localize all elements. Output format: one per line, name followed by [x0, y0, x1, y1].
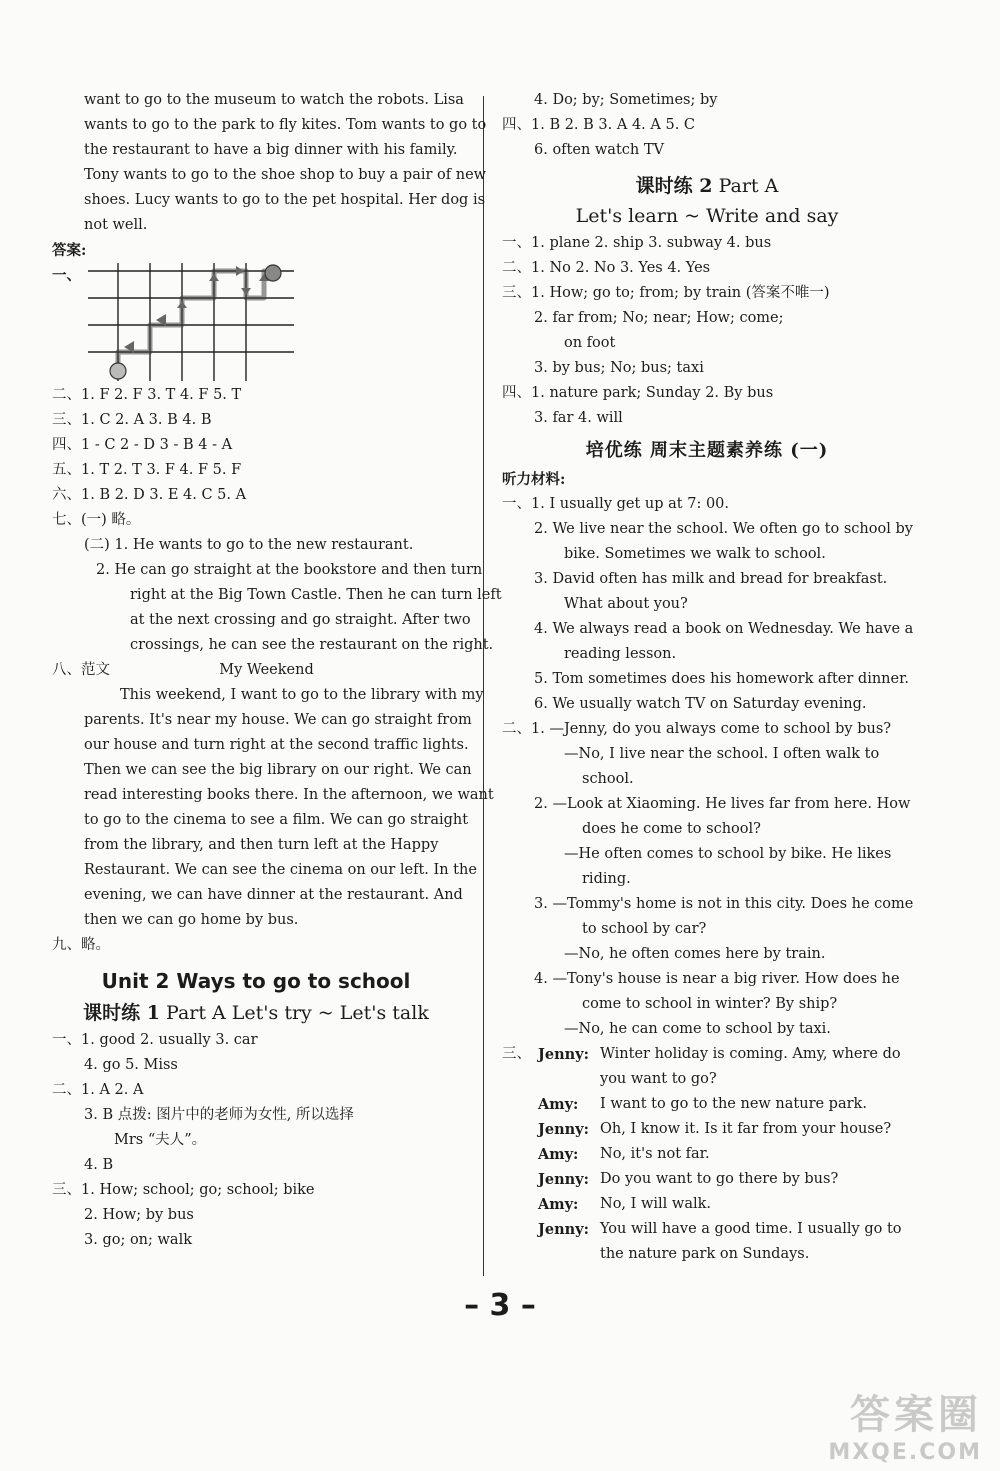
maze-grid-diagram — [88, 263, 348, 383]
dialog-row — [502, 1142, 912, 1167]
essay-line: Restaurant. We can see the cinema on our left. In the — [84, 862, 477, 878]
page-number: – 3 – — [464, 1288, 536, 1323]
answer-line: 二、1. F 2. F 3. T 4. F 5. T — [52, 387, 242, 403]
answer-line: 6. often watch TV — [534, 142, 664, 158]
passage-line: want to go to the museum to watch the robots. Lisa — [84, 92, 464, 108]
answer-line: crossings, he can see the restaurant on the right. — [130, 637, 494, 653]
watermark-top: 答案圈 — [850, 1392, 982, 1438]
dialog — [502, 1042, 912, 1267]
answer-line: 六、1. B 2. D 3. E 4. C 5. A — [52, 487, 247, 503]
dialog-row — [502, 1117, 912, 1142]
speaker: Amy: — [538, 1146, 579, 1163]
listening-line: 2. We live near the school. We often go to school by — [534, 521, 913, 537]
answer-line: 3. far 4. will — [534, 410, 623, 426]
answer-line: on foot — [564, 335, 616, 351]
listening-line: reading lesson. — [564, 646, 677, 662]
answer-line: 四、1 - C 2 - D 3 - B 4 - A — [52, 437, 233, 453]
listening-line: —He often comes to school by bike. He likes — [564, 846, 892, 862]
answer-line: Mrs “夫人”。 — [114, 1132, 207, 1148]
passage-line: not well. — [84, 217, 148, 233]
listening-line: come to school in winter? By ship? — [582, 996, 838, 1012]
listening-line: bike. Sometimes we walk to school. — [564, 546, 826, 562]
answer-line: 四、1. B 2. B 3. A 4. A 5. C — [502, 117, 696, 133]
lesson-heading — [502, 171, 912, 201]
essay-line: This weekend, I want to go to the library with my — [120, 687, 484, 703]
watermark-logo — [828, 1383, 982, 1465]
utterance: You will have a good time. I usually go to the nature park on Sundays. — [600, 1221, 902, 1262]
answer-line: 2. How; by bus — [84, 1207, 194, 1223]
answer-line: 3. by bus; No; bus; taxi — [534, 360, 704, 376]
answer-line: 一、1. good 2. usually 3. car — [52, 1032, 258, 1048]
answer-line: 3. go; on; walk — [84, 1232, 192, 1248]
essay-label: 八、范文 — [52, 662, 110, 678]
lesson-name: 课时练 1 — [83, 1002, 160, 1024]
essay-line: to go to the cinema to see a film. We can go straight — [84, 812, 469, 828]
listening-line: 5. Tom sometimes does his homework after dinner. — [534, 671, 910, 687]
essay-body — [52, 683, 494, 933]
answer-line: 九、略。 — [52, 937, 110, 953]
utterance: Oh, I know it. Is it far from your house? — [600, 1121, 892, 1137]
answer-line: 3. B 点拨: 图片中的老师为女性, 所以选择 — [84, 1107, 354, 1123]
answer-line: 四、1. nature park; Sunday 2. By bus — [502, 385, 774, 401]
answer-line: 三、1. How; go to; from; by train (答案不唯一) — [502, 285, 830, 301]
maze-answer — [52, 263, 460, 383]
speaker: Amy: — [538, 1096, 579, 1113]
speaker: Jenny: — [538, 1121, 589, 1138]
answer-line: 2. He can go straight at the bookstore and then turn — [96, 562, 483, 578]
utterance: No, I will walk. — [600, 1196, 711, 1212]
answer-line: 4. B — [84, 1157, 114, 1173]
speaker: Jenny: — [538, 1046, 589, 1063]
utterance: No, it's not far. — [600, 1146, 710, 1162]
listening-material — [502, 492, 912, 1042]
answer-line: 三、1. How; school; go; school; bike — [52, 1182, 315, 1198]
listening-line: 4. We always read a book on Wednesday. We have a — [534, 621, 914, 637]
essay-line: from the library, and then turn left at the Happy — [84, 837, 439, 853]
listening-line: 3. David often has milk and bread for breakfast. — [534, 571, 888, 587]
essay-line: Then we can see the big library on our right. We can — [84, 762, 472, 778]
answer-line: right at the Big Town Castle. Then he can turn left — [130, 587, 502, 603]
listening-line: riding. — [582, 871, 631, 887]
lesson-name: 课时练 2 — [635, 175, 713, 197]
listening-line: 二、1. —Jenny, do you always come to school by bus? — [502, 721, 892, 737]
essay-title: My Weekend — [219, 662, 314, 678]
listening-line: 6. We usually watch TV on Saturday evening. — [534, 696, 867, 712]
essay-line: parents. It's near my house. We can go straight from — [84, 712, 472, 728]
answer-line: at the next crossing and go straight. After two — [130, 612, 471, 628]
essay-line: evening, we can have dinner at the restaurant. And — [84, 887, 463, 903]
dialog-row — [502, 1217, 912, 1267]
answer-line: (二) 1. He wants to go to the new restaurant. — [84, 537, 414, 553]
watermark-bottom: MXQE.COM — [828, 1440, 982, 1465]
passage-line: shoes. Lucy wants to go to the pet hospital. Her dog is — [84, 192, 486, 208]
unit-title: Unit 2 Ways to go to school — [101, 969, 411, 993]
essay-line: then we can go home by bus. — [84, 912, 299, 928]
listening-line: —No, I live near the school. I often walk to — [564, 746, 880, 762]
answer-line: 4. go 5. Miss — [84, 1057, 178, 1073]
listening-line: 2. —Look at Xiaoming. He lives far from here. How — [534, 796, 911, 812]
answers-label: 答案: — [52, 242, 87, 259]
lesson-part: Part A — [718, 175, 779, 197]
answer-line: 二、1. No 2. No 3. Yes 4. Yes — [502, 260, 711, 276]
essay-line: our house and turn right at the second traffic lights. — [84, 737, 469, 753]
answer-line: 一、1. plane 2. ship 3. subway 4. bus — [502, 235, 772, 251]
dialog-row — [502, 1192, 912, 1217]
passage-line: Tony wants to go to the shoe shop to buy a pair of new — [84, 167, 487, 183]
listening-line: 3. —Tommy's home is not in this city. Does he come — [534, 896, 914, 912]
listening-line: 一、1. I usually get up at 7: 00. — [502, 496, 730, 512]
section-title: 培优练 周末主题素养练 (一) — [585, 440, 829, 461]
listening-line: school. — [582, 771, 634, 787]
left-column — [52, 88, 502, 1253]
listening-line: 4. —Tony's house is near a big river. How does he — [534, 971, 900, 987]
answer-line: 2. far from; No; near; How; come; — [534, 310, 784, 326]
answer-line: 七、(一) 略。 — [52, 512, 141, 528]
utterance: Winter holiday is coming. Amy, where do you want to go? — [600, 1046, 901, 1087]
listening-line: does he come to school? — [582, 821, 761, 837]
utterance: I want to go to the new nature park. — [600, 1096, 867, 1112]
dialog-row — [502, 1092, 912, 1117]
lesson-part: Part A Let's try ~ Let's talk — [166, 1002, 429, 1024]
answer-line: 三、1. C 2. A 3. B 4. B — [52, 412, 212, 428]
speaker: Amy: — [538, 1196, 579, 1213]
listening-line: —No, he can come to school by taxi. — [564, 1021, 831, 1037]
speaker: Jenny: — [538, 1171, 589, 1188]
answer-line: 五、1. T 2. T 3. F 4. F 5. F — [52, 462, 242, 478]
utterance: Do you want to go there by bus? — [600, 1171, 839, 1187]
passage-line: wants to go to the park to fly kites. Tom wants to go to — [84, 117, 487, 133]
lesson-heading — [52, 998, 460, 1028]
maze-label: 一、 — [52, 267, 81, 284]
listening-label: 听力材料: — [502, 471, 566, 488]
right-column — [502, 88, 912, 1267]
dialog-row — [502, 1167, 912, 1192]
dialog-row — [502, 1042, 912, 1092]
speaker: Jenny: — [538, 1221, 589, 1238]
passage-line: the restaurant to have a big dinner with his family. — [84, 142, 458, 158]
answer-line: 4. Do; by; Sometimes; by — [534, 92, 718, 108]
essay-heading — [52, 658, 460, 683]
listening-line: to school by car? — [582, 921, 707, 937]
answer-line: 二、1. A 2. A — [52, 1082, 144, 1098]
lesson-subtitle: Let's learn ~ Write and say — [575, 205, 839, 227]
passage — [52, 88, 487, 238]
listening-line: —No, he often comes here by train. — [564, 946, 826, 962]
listening-line: What about you? — [564, 596, 688, 612]
essay-line: read interesting books there. In the afternoon, we want — [84, 787, 494, 803]
dialog-label: 三、 — [502, 1046, 531, 1062]
